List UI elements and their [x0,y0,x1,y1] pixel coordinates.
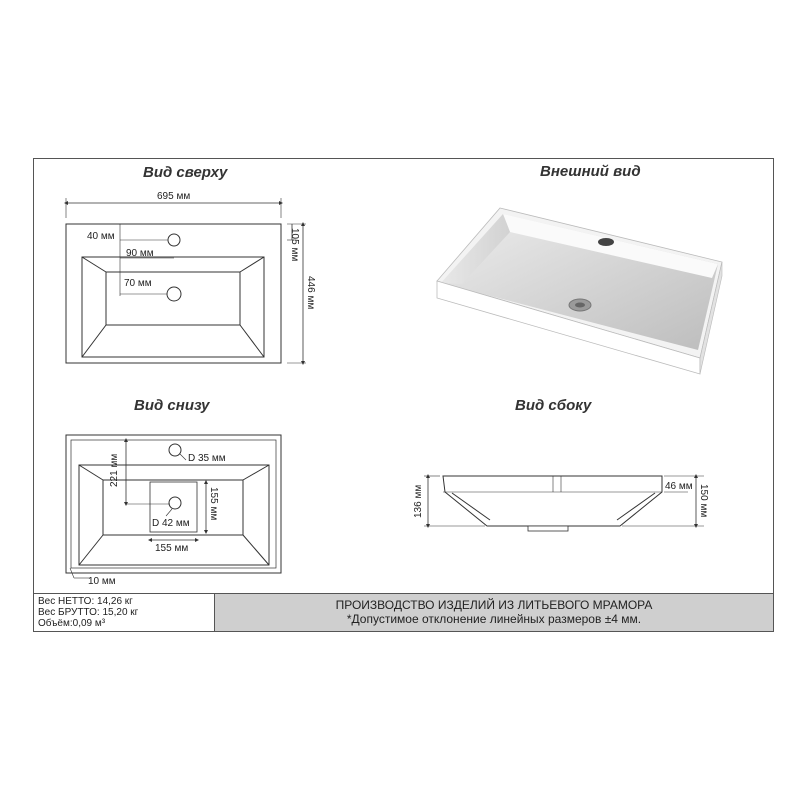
side-left-height-label: 136 мм [413,484,424,518]
side-total-height-label: 150 мм [698,484,709,518]
bottom-hole-label: D 35 мм [188,453,226,464]
volume: Объём:0,09 м³ [38,618,106,629]
faucet-hole-3d [598,238,614,246]
rim-label: 10 мм [88,576,116,587]
side-drain [528,526,568,531]
bottom-view-title: Вид снизу [134,397,210,414]
specs-panel [34,594,214,631]
width-label: 695 мм [157,191,191,202]
square-h-label: 155 мм [208,487,219,521]
square-w-label: 155 мм [155,543,189,554]
bottom-depth-label: 221 мм [109,453,120,487]
drain-d-label: D 42 мм [152,518,190,529]
footer-line2: *Допустимое отклонение линейных размеров ±4 мм. [346,612,642,626]
side-view [424,476,704,531]
side-view-title: Вид сбоку [515,397,592,414]
net-weight: Вес НЕТТО: 14,26 кг [38,596,133,607]
faucet-offset-label: 105 мм [289,228,300,262]
top-view [66,198,306,363]
top-view-title: Вид сверху [143,164,228,181]
bottom-view [66,435,281,578]
footer-line1: ПРОИЗВОДСТВО ИЗДЕЛИЙ ИЗ ЛИТЬЕВОГО МРАМОРА [335,598,653,612]
height-label: 446 мм [305,276,316,310]
footer-banner [214,594,773,631]
exterior-view-title: Внешний вид [540,163,641,180]
faucet-x-label: 40 мм [87,231,115,242]
side-rim-label: 46 мм [665,481,693,492]
top-outline [66,224,281,363]
drain-dist-label: 70 мм [124,278,152,289]
exterior-view [437,208,722,374]
faucet-dist-label: 90 мм [126,248,154,259]
gross-weight: Вес БРУТТО: 15,20 кг [38,607,139,618]
side-profile [443,476,662,526]
